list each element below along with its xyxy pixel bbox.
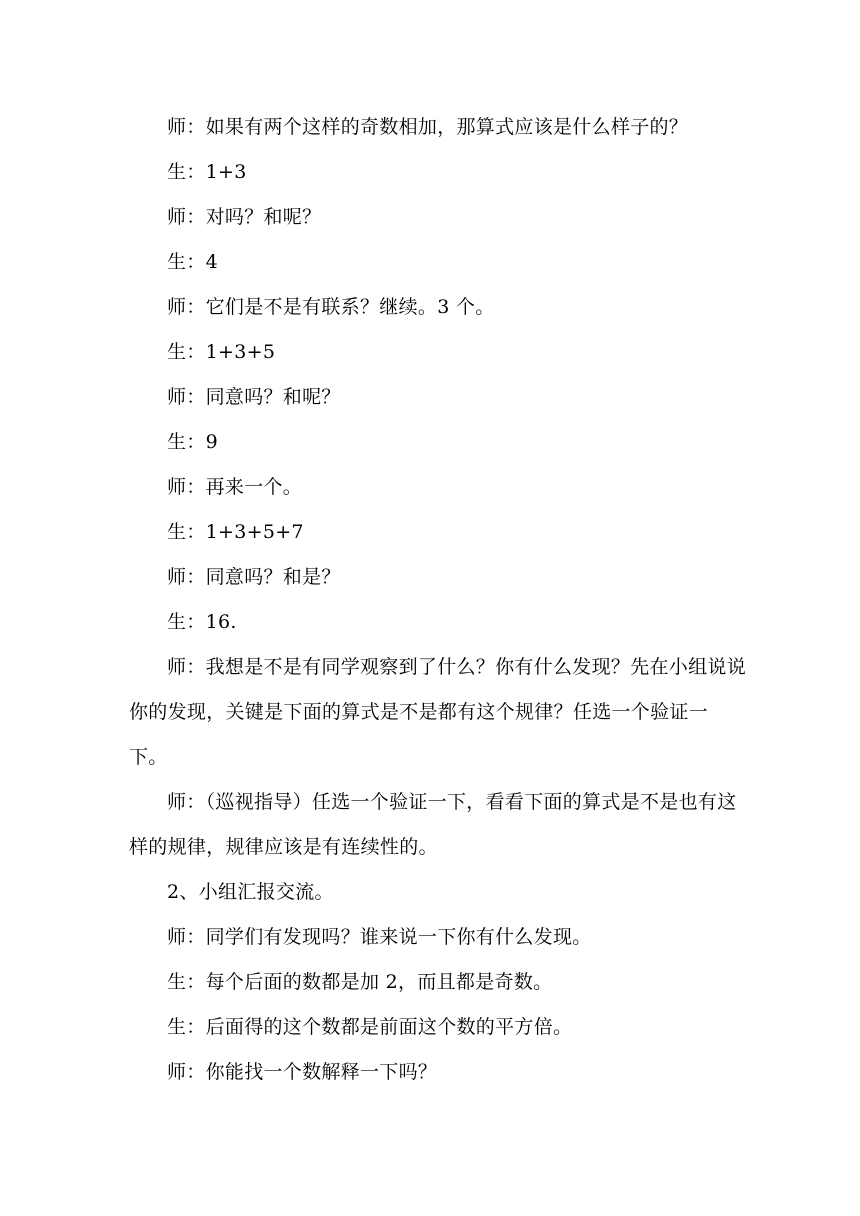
paragraph (129, 1005, 746, 1050)
paragraph-text: 师：它们是不是有联系？继续。3 个。 (167, 296, 495, 318)
paragraph (129, 555, 746, 600)
paragraph-text: 师：你能找一个数解释一下吗？ (167, 1061, 438, 1083)
paragraph-text: 生：4 (167, 251, 218, 273)
paragraph (129, 780, 746, 870)
paragraph (129, 600, 746, 645)
paragraph (129, 960, 746, 1005)
paragraph (129, 510, 746, 555)
paragraph-text: 师：同意吗？和是？ (167, 566, 341, 588)
paragraph-text: 师：再来一个。 (167, 476, 303, 498)
paragraph (129, 285, 746, 330)
paragraph-text: 师：我想是不是有同学观察到了什么？你有什么发现？先在小组说说你的发现，关键是下面的算式是不是都有这个规律？任选一个验证一下。 (129, 656, 747, 768)
paragraph-text: 生：1+3+5 (167, 341, 276, 363)
paragraph-text: 生：每个后面的数都是加 2，而且都是奇数。 (167, 971, 553, 993)
paragraph (129, 645, 746, 780)
paragraph (129, 375, 746, 420)
paragraph-text: 生：1+3+5+7 (167, 521, 304, 543)
paragraph (129, 150, 746, 195)
paragraph (129, 870, 746, 915)
paragraph-text: 生：9 (167, 431, 218, 453)
paragraph-text: 师：如果有两个这样的奇数相加，那算式应该是什么样子的？ (167, 116, 689, 138)
paragraph (129, 420, 746, 465)
paragraph (129, 240, 746, 285)
paragraph-text: 生：1+3 (167, 161, 247, 183)
paragraph (129, 1050, 746, 1095)
paragraph-text: 师：（巡视指导）任选一个验证一下，看看下面的算式是不是也有这样的规律，规律应该是有连续性的。 (129, 791, 737, 858)
paragraph (129, 105, 746, 150)
paragraph (129, 915, 746, 960)
paragraph-text: 师：同意吗？和呢？ (167, 386, 341, 408)
paragraph-text: 2、小组汇报交流。 (167, 881, 334, 903)
paragraph-text: 师：同学们有发现吗？谁来说一下你有什么发现。 (167, 926, 592, 948)
paragraph-text: 生：后面得的这个数都是前面这个数的平方倍。 (167, 1016, 573, 1038)
paragraph (129, 195, 746, 240)
paragraph-text: 师：对吗？和呢？ (167, 206, 322, 228)
paragraph (129, 465, 746, 510)
paragraph (129, 330, 746, 375)
paragraph-text: 生：16. (167, 611, 237, 633)
